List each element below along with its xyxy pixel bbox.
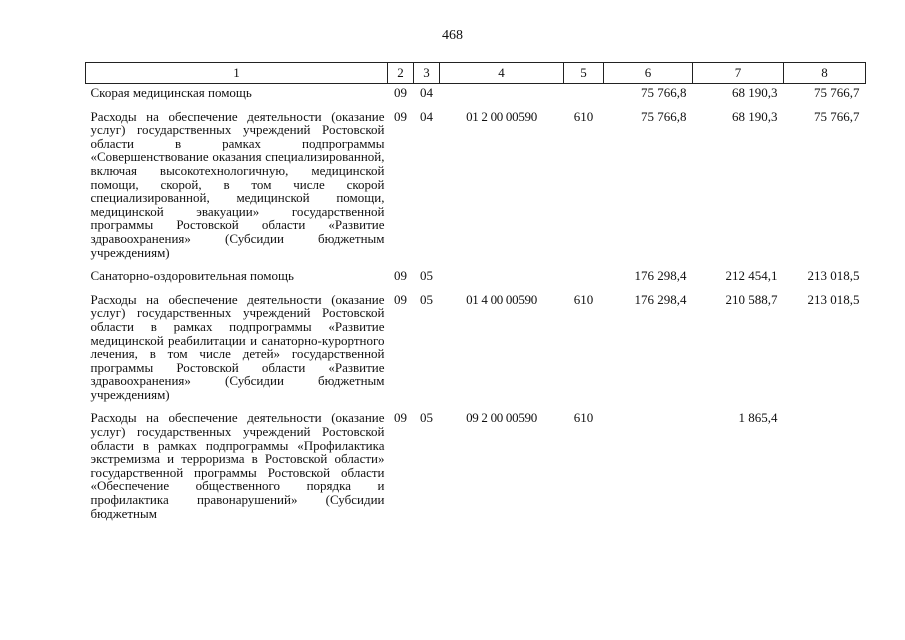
row-value-3: 213 018,5 xyxy=(807,268,860,284)
page-number: 468 xyxy=(442,28,463,43)
row-name: Расходы на обеспечение деятельности (оказание услуг) государственных учреждений Ростовской области в рамках подпрограммы «Совершенствование оказания специализированной, включая высокотехнологичную, медицинской помощи, скорой, в том числе скорой специализированной, медицинской помощи, медицинской эвакуации» государственной программы Ростовской области «Развитие здравоохранения» (Субсидии бюджетным учреждениям) xyxy=(90,108,385,260)
row-target-article xyxy=(440,84,564,108)
table-row xyxy=(86,108,866,268)
row-section: 09 xyxy=(394,291,407,307)
row-target-article: 01 2 00 00590 xyxy=(466,108,537,124)
row-target-article: 01 4 00 00590 xyxy=(466,291,537,307)
table-header-row xyxy=(86,63,866,84)
row-expense-type: 610 xyxy=(573,291,594,307)
row-subsection: 04 xyxy=(420,85,433,100)
row-value-2: 210 588,7 xyxy=(725,291,778,307)
row-section: 09 xyxy=(394,410,407,426)
header-col-8: 8 xyxy=(784,63,866,84)
table-row xyxy=(86,84,866,108)
row-value-3: 75 766,7 xyxy=(814,85,860,100)
row-subsection: 05 xyxy=(420,291,433,307)
row-expense-type: 610 xyxy=(573,108,594,124)
row-value-1: 75 766,8 xyxy=(641,108,687,124)
header-col-6: 6 xyxy=(604,63,693,84)
row-value-3: 213 018,5 xyxy=(807,291,860,307)
budget-table xyxy=(85,62,866,522)
row-expense-type xyxy=(564,267,604,291)
row-value-1: 176 298,4 xyxy=(634,291,687,307)
row-subsection: 05 xyxy=(420,268,433,284)
table-row xyxy=(86,409,866,522)
header-col-5: 5 xyxy=(564,63,604,84)
row-target-article: 09 2 00 00590 xyxy=(466,410,537,426)
header-col-4: 4 xyxy=(440,63,564,84)
row-subsection: 04 xyxy=(420,108,433,124)
row-value-1 xyxy=(604,409,693,522)
row-section: 09 xyxy=(394,108,407,124)
row-value-1: 176 298,4 xyxy=(634,268,687,284)
row-value-2: 68 190,3 xyxy=(732,85,778,100)
row-value-2: 212 454,1 xyxy=(725,268,778,284)
table-row xyxy=(86,267,866,291)
header-col-2: 2 xyxy=(388,63,414,84)
row-value-1: 75 766,8 xyxy=(641,85,687,100)
row-value-2: 1 865,4 xyxy=(738,410,778,426)
row-subsection: 05 xyxy=(420,410,433,426)
row-name: Санаторно-оздоровительная помощь xyxy=(90,268,294,284)
row-name: Расходы на обеспечение деятельности (оказание услуг) государственных учреждений Ростовской области в рамках подпрограммы «Развитие медицинской реабилитации и санаторно-курортного лечения, в том числе детей» государственной программы Ростовской области «Развитие здравоохранения» (Субсидии бюджетным учреждениям) xyxy=(90,291,385,402)
row-name: Расходы на обеспечение деятельности (оказание услуг) государственных учреждений Ростовской области в рамках подпрограммы «Профилактика экстремизма и терроризма в Ростовской области» государственной программы Ростовской области «Обеспечение общественного порядка и профилактика правонарушений» (Субсидии бюджетным xyxy=(90,410,385,521)
row-expense-type: 610 xyxy=(573,410,594,426)
row-section: 09 xyxy=(394,268,407,284)
row-value-2: 68 190,3 xyxy=(732,108,778,124)
row-value-3: 75 766,7 xyxy=(814,108,860,124)
header-col-1: 1 xyxy=(86,63,388,84)
row-value-3 xyxy=(784,409,866,522)
table-row xyxy=(86,291,866,410)
row-expense-type xyxy=(564,84,604,108)
header-col-3: 3 xyxy=(414,63,440,84)
row-section: 09 xyxy=(394,85,407,100)
row-target-article xyxy=(440,267,564,291)
row-name: Скорая медицинская помощь xyxy=(90,85,252,100)
header-col-7: 7 xyxy=(693,63,784,84)
